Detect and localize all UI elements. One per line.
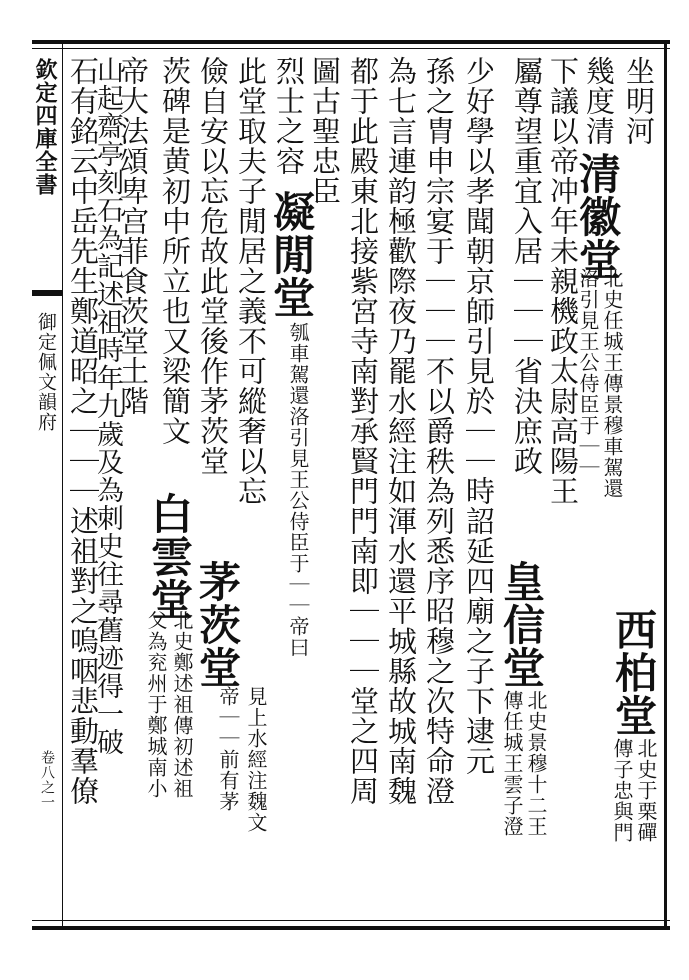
huang-xin-note-b: 傳任城王雲子澄 [500, 690, 524, 837]
text-col-15-visible: 山起齋亭刻石為記述祖時年九歲及為刺史往尋舊迹得一破 [92, 56, 123, 756]
text-col-11: 此堂取夫子閒居之義不可縱奢以忘 [234, 56, 268, 506]
mao-ci-note-b: 帝｜｜前有茅 [216, 686, 240, 812]
right-border [664, 40, 667, 930]
qing-hui-note-a: 北史任城王傳景穆車駕還 [600, 268, 624, 499]
xi-bai-note-a: 北史于栗磾 [634, 738, 658, 843]
heading-huang-xin-tang: 皇信堂 [497, 560, 546, 689]
bai-yun-note-a: 北史鄭述祖傳初述祖 [170, 610, 194, 799]
ning-xian-note-b: 瓠車駕還洛引見王公侍臣于｜｜帝曰 [286, 322, 310, 658]
col-2-top: 幾度清 [582, 56, 616, 146]
text-col-3: 下議以帝冲年未親機政太尉高陽王 [546, 56, 580, 506]
text-col-12: 儉自安以忘危故此堂後作茅茨堂 [196, 56, 230, 476]
bottom-border-thin [32, 920, 670, 921]
bai-yun-note-b: 父為兖州于鄭城南小 [144, 610, 168, 799]
text-col-6: 孫之胄申宗宴于｜｜｜不以爵秩為列悉序昭穆之次特命澄 [422, 56, 456, 806]
heading-ning-xian-tang: 凝閒堂 [267, 190, 316, 319]
mao-ci-note-a: 見上水經注魏文 [244, 686, 268, 833]
margin-page-number: 卷八之一 [39, 750, 55, 810]
text-col-5: 少好學以孝聞朝京師引見於｜｜時詔延四廟之子下逮元 [462, 56, 496, 776]
text-col-9: 圖古聖忠臣 [308, 56, 342, 206]
heading-bai-yun-tang: 白雲堂 [145, 492, 194, 621]
qing-hui-note-b: 洛引見王公侍臣于｜｜ [576, 268, 600, 478]
top-border-thin [32, 48, 670, 49]
xi-bai-note-b: 傳子忠與門 [610, 738, 634, 843]
col-1-top: 坐明河 [622, 56, 656, 146]
text-col-4: 屬尊望重宜入居｜｜｜省決庶政 [510, 56, 544, 476]
margin-divider [62, 44, 63, 926]
text-col-14: 帝大法頌卑宫菲食茨堂土階 [116, 56, 150, 416]
margin-fishtail [32, 290, 62, 296]
heading-xi-bai-tang: 西柏堂 [609, 608, 658, 737]
huang-xin-note-a: 北史景穆十二王 [524, 690, 548, 837]
text-col-10: 烈士之容 [272, 56, 306, 176]
text-col-13: 茨碑是黄初中所立也又梁簡文 [158, 56, 192, 446]
margin-book-title: 御定佩文韻府 [35, 312, 57, 432]
text-col-16: 石有銘云中岳先生鄭道昭之｜｜｜述祖對之嗚咽悲動羣僚 [66, 56, 100, 806]
text-col-8: 都于此殿東北接紫宮寺南對承賢門門南即｜｜｜堂之四周 [346, 56, 380, 806]
heading-mao-ci-tang: 茅茨堂 [193, 560, 242, 689]
bottom-border [32, 926, 670, 930]
margin-title: 欽定四庫全書 [32, 58, 58, 196]
text-col-7: 為七言連韵極歡際夜乃罷水經注如渾水還平城縣故城南魏 [384, 56, 418, 806]
top-border [32, 40, 670, 44]
heading-qing-hui-tang: 清徽堂 [573, 152, 622, 281]
